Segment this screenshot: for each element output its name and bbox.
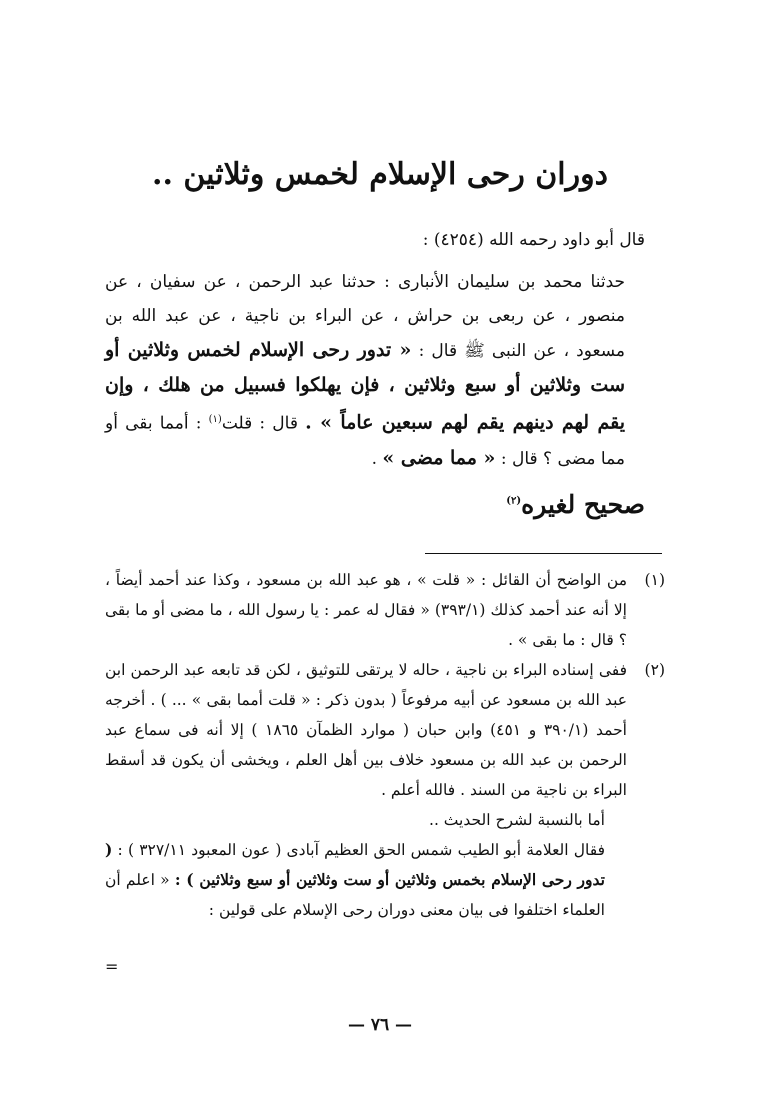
- footnote-number: (١): [644, 571, 665, 589]
- chapter-title: دوران رحى الإسلام لخمس وثلاثين ..: [152, 157, 608, 192]
- footnotes: [105, 565, 665, 925]
- footnote-paragraph: [105, 835, 627, 925]
- footnote-1: [105, 565, 665, 655]
- grade-text: صحيح لغيره: [521, 490, 645, 519]
- footnote-2: [105, 655, 665, 925]
- footnote-separator: [425, 553, 662, 554]
- narrator-intro: قال أبو داود رحمه الله (٤٢٥٤) :: [422, 230, 645, 250]
- commentary-quote: ( تدور رحى الإسلام بخمس وثلاثين أو ست وثلاثين أو سبع وثلاثين ) :: [105, 840, 605, 889]
- continuation-mark: =: [105, 957, 119, 976]
- hadith-text: [105, 265, 625, 476]
- hadith-end: .: [371, 448, 377, 469]
- footnote-number: (٢): [644, 661, 665, 679]
- hadith-answer: « مما مضى »: [382, 446, 496, 469]
- footnote-text: من الواضح أن القائل : « قلت » ، هو عبد الله بن مسعود ، وكذا عند أحمد أيضاً ، إلا أنه عند أحمد كذلك (٣٩٣/١) « فقال له عمر : يا رسول الله ، ما مضى أو ما بقى ؟ قال : ما بقى » .: [105, 571, 627, 649]
- hadith-isnad: حدثنا محمد بن سليمان الأنبارى : حدثنا عبد الرحمن ، عن سفيان ، عن منصور ، عن ربعى بن حراش ، عن البراء بن ناجية ، عن عبد الله بن مسعود ، عن النبى ﷺ قال :: [105, 272, 626, 361]
- hadith-dialogue: قال : قلت: [221, 413, 298, 434]
- commentary-intro: فقال العلامة أبو الطيب شمس الحق العظيم آبادى ( عون المعبود ٣٢٧/١١ ) :: [117, 841, 606, 859]
- hadith-matn: « تدور رحى الإسلام لخمس وثلاثين أو ست وثلاثين أو سبع وثلاثين ، فإن يهلكوا فسبيل من هلك ، وإن يقم لهم دينهم يقم لهم سبعين عاماً » .: [105, 339, 626, 434]
- commentary-text: « اعلم أن العلماء اختلفوا فى بيان معنى دوران رحى الإسلام على قولين :: [105, 871, 605, 919]
- footnote-ref-1[interactable]: (١): [208, 414, 222, 425]
- footnote-text: ففى إسناده البراء بن ناجية ، حاله لا يرتقى للتوثيق ، لكن قد تابعه عبد الرحمن ابن عبد الله بن مسعود عن أبيه مرفوعاً ( بدون ذكر : « قلت أمما بقى » ... ) . أخرجه أحمد (٣٩٠/١ و ٤٥١) وابن حبان ( موارد الظمآن ١٨٦٥ ) إلا أنه فى سماع عبد الرحمن بن عبد الله بن مسعود خلاف بين أهل العلم ، ويخشى أن يكون قد أسقط البراء بن ناجية من السند . فالله أعلم .: [105, 661, 627, 799]
- footnote-ref-2[interactable]: (٢): [506, 495, 522, 507]
- hadith-grade: [506, 490, 645, 519]
- footnote-paragraph: أما بالنسبة لشرح الحديث ..: [429, 811, 605, 829]
- hadith-question: : أمما بقى أو مما مضى ؟ قال :: [105, 413, 625, 469]
- page-number: — ٧٦ —: [347, 1015, 413, 1035]
